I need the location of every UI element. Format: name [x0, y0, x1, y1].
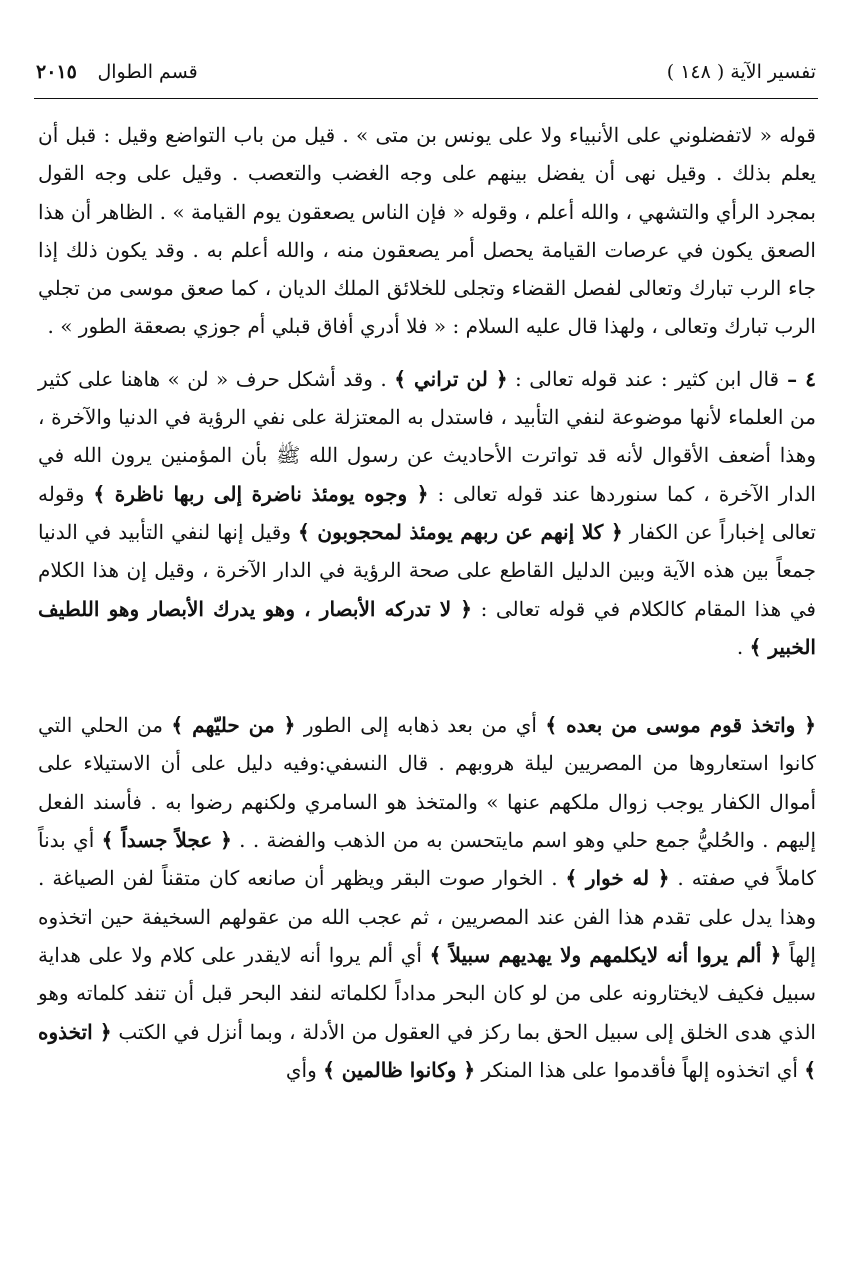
quran-quote: ٤ – [779, 366, 816, 391]
text-segment: وأي [285, 1057, 324, 1082]
text-segment: أي ألم يروا أنه لايقدر على كلام ولا على هداية سبيل فكيف لايختارونه على من لو كان البحر مداداً لكلماته لنفد البحر قبل أن تنفد كلماته وهو الذي هدى الخلق إلى سبيل الحق بما ركز في العقول من الأدلة ، وبما أنزل في الكتب [38, 942, 816, 1044]
quran-quote: ﴿ اتخذوه ﴾ [38, 1019, 816, 1082]
quran-quote: ﴿ عجلاً جسداً ﴾ [101, 828, 232, 853]
quran-quote: ﴿ من حليّهم ﴾ [171, 713, 296, 738]
quran-quote: ﴿ لا تدركه الأبصار ، وهو يدرك الأبصار وهو اللطيف الخبير ﴾ [38, 596, 816, 659]
quran-quote: ﴿ وجوه يومئذ ناضرة إلى ربها ناظرة ﴾ [93, 481, 429, 506]
text-segment: . وقد أشكل حرف « لن » هاهنا على كثير من العلماء لأنها موضوعة لنفي التأبيد ، فاستدل به المعتزلة على نفي الرؤية في الدنيا والآخرة ، وهذا أضعف الأقوال لأنه قد تواترت الأحاديث عن رسول الله ﷺ بأن المؤمنين يرون الله في الدار الآخرة ، كما سنوردها عند قوله تعالى : [38, 366, 816, 506]
header-left [36, 58, 198, 86]
text-segment: قوله « لاتفضلوني على الأنبياء ولا على يونس بن متى » . قيل من باب التواضع وقيل : قبل أن يعلم بذلك . وقيل نهى أن يفضل بينهم على وجه الغضب والتعصب . وقيل على وجه القول بمجرد الرأي والتشهي ، والله أعلم ، وقوله « فإن الناس يصعقون يوم القيامة » . الظاهر أن هذا الصعق يكون في عرصات القيامة يحصل أمر يصعقون منه ، والله أعلم به . وقد يكون ذلك إذا جاء الرب تبارك وتعالى لفصل القضاء وتجلى للخلائق الملك الديان ، كما صعق موسى من تجلي الرب تبارك وتعالى ، ولهذا قال عليه السلام : « فلا أدري أفاق قبلي أم جوزي بصعقة الطور » . [38, 123, 816, 339]
text-segment: من الحلي التي كانوا استعاروها من المصريين ليلة هروبهم . قال النسفي:وفيه دليل على أن الاستيلاء على أموال الكفار يوجب زوال ملكهم عنها » والمتخذ هو السامري ولكنهم رضوا به . فأسند الفعل إليهم . والحُليُّ جمع حلي وهو اسم مايتحسن به من الذهب والفضة . . [38, 713, 817, 853]
quran-quote: ﴿ كلا إنهم عن ربهم يومئذ لمحجوبون ﴾ [298, 519, 623, 544]
quran-quote: ﴿ ألم يروا أنه لايكلمهم ولا يهديهم سبيلاً ﴾ [429, 942, 782, 967]
text-segment: أي اتخذوه إلهاً فأقدموا على هذا المنكر [475, 1057, 805, 1082]
text-segment: أي من بعد ذهابه إلى الطور [295, 713, 546, 738]
section-title: قسم الطوال [97, 61, 198, 83]
text-segment: أي بدناً كاملاً في صفته . [38, 828, 816, 891]
text-segment: قال ابن كثير : عند قوله تعالى : [507, 366, 780, 391]
paragraph-2 [38, 360, 816, 666]
paragraph-3 [38, 706, 816, 1089]
text-segment: . [736, 634, 750, 659]
text-segment: وقيل إنها لنفي التأبيد في الدنيا جمعاً بين هذه الآية وبين الدليل القاطع على صحة الرؤية في الدار الآخرة ، وقيل إن هذا الكلام في هذا المقام كالكلام في قوله تعالى : [38, 519, 816, 621]
paragraph-1 [38, 116, 816, 346]
quran-quote: ﴿ واتخذ قوم موسى من بعده ﴾ [545, 713, 817, 738]
quran-quote: ﴿ له خوار ﴾ [565, 866, 670, 891]
header-rule [34, 98, 818, 99]
running-header [36, 58, 816, 88]
page-body [38, 116, 816, 1089]
text-segment: . الخوار صوت البقر ويظهر أن صانعه كان متقناً لفن الصياغة . وهذا يدل على تقدم هذا الفن عند المصريين ، ثم عجب الله من عقولهم السخيفة حين اتخذوه إلهاً [38, 866, 816, 967]
quran-quote: ﴿ لن تراني ﴾ [394, 366, 508, 391]
text-segment: وقوله تعالى إخباراً عن الكفار [38, 481, 816, 544]
quran-quote: ﴿ وكانوا ظالمين ﴾ [323, 1057, 476, 1082]
running-title: تفسير الآية ( ١٤٨ ) [666, 61, 816, 83]
page-number: ٢٠١٥ [36, 61, 77, 83]
